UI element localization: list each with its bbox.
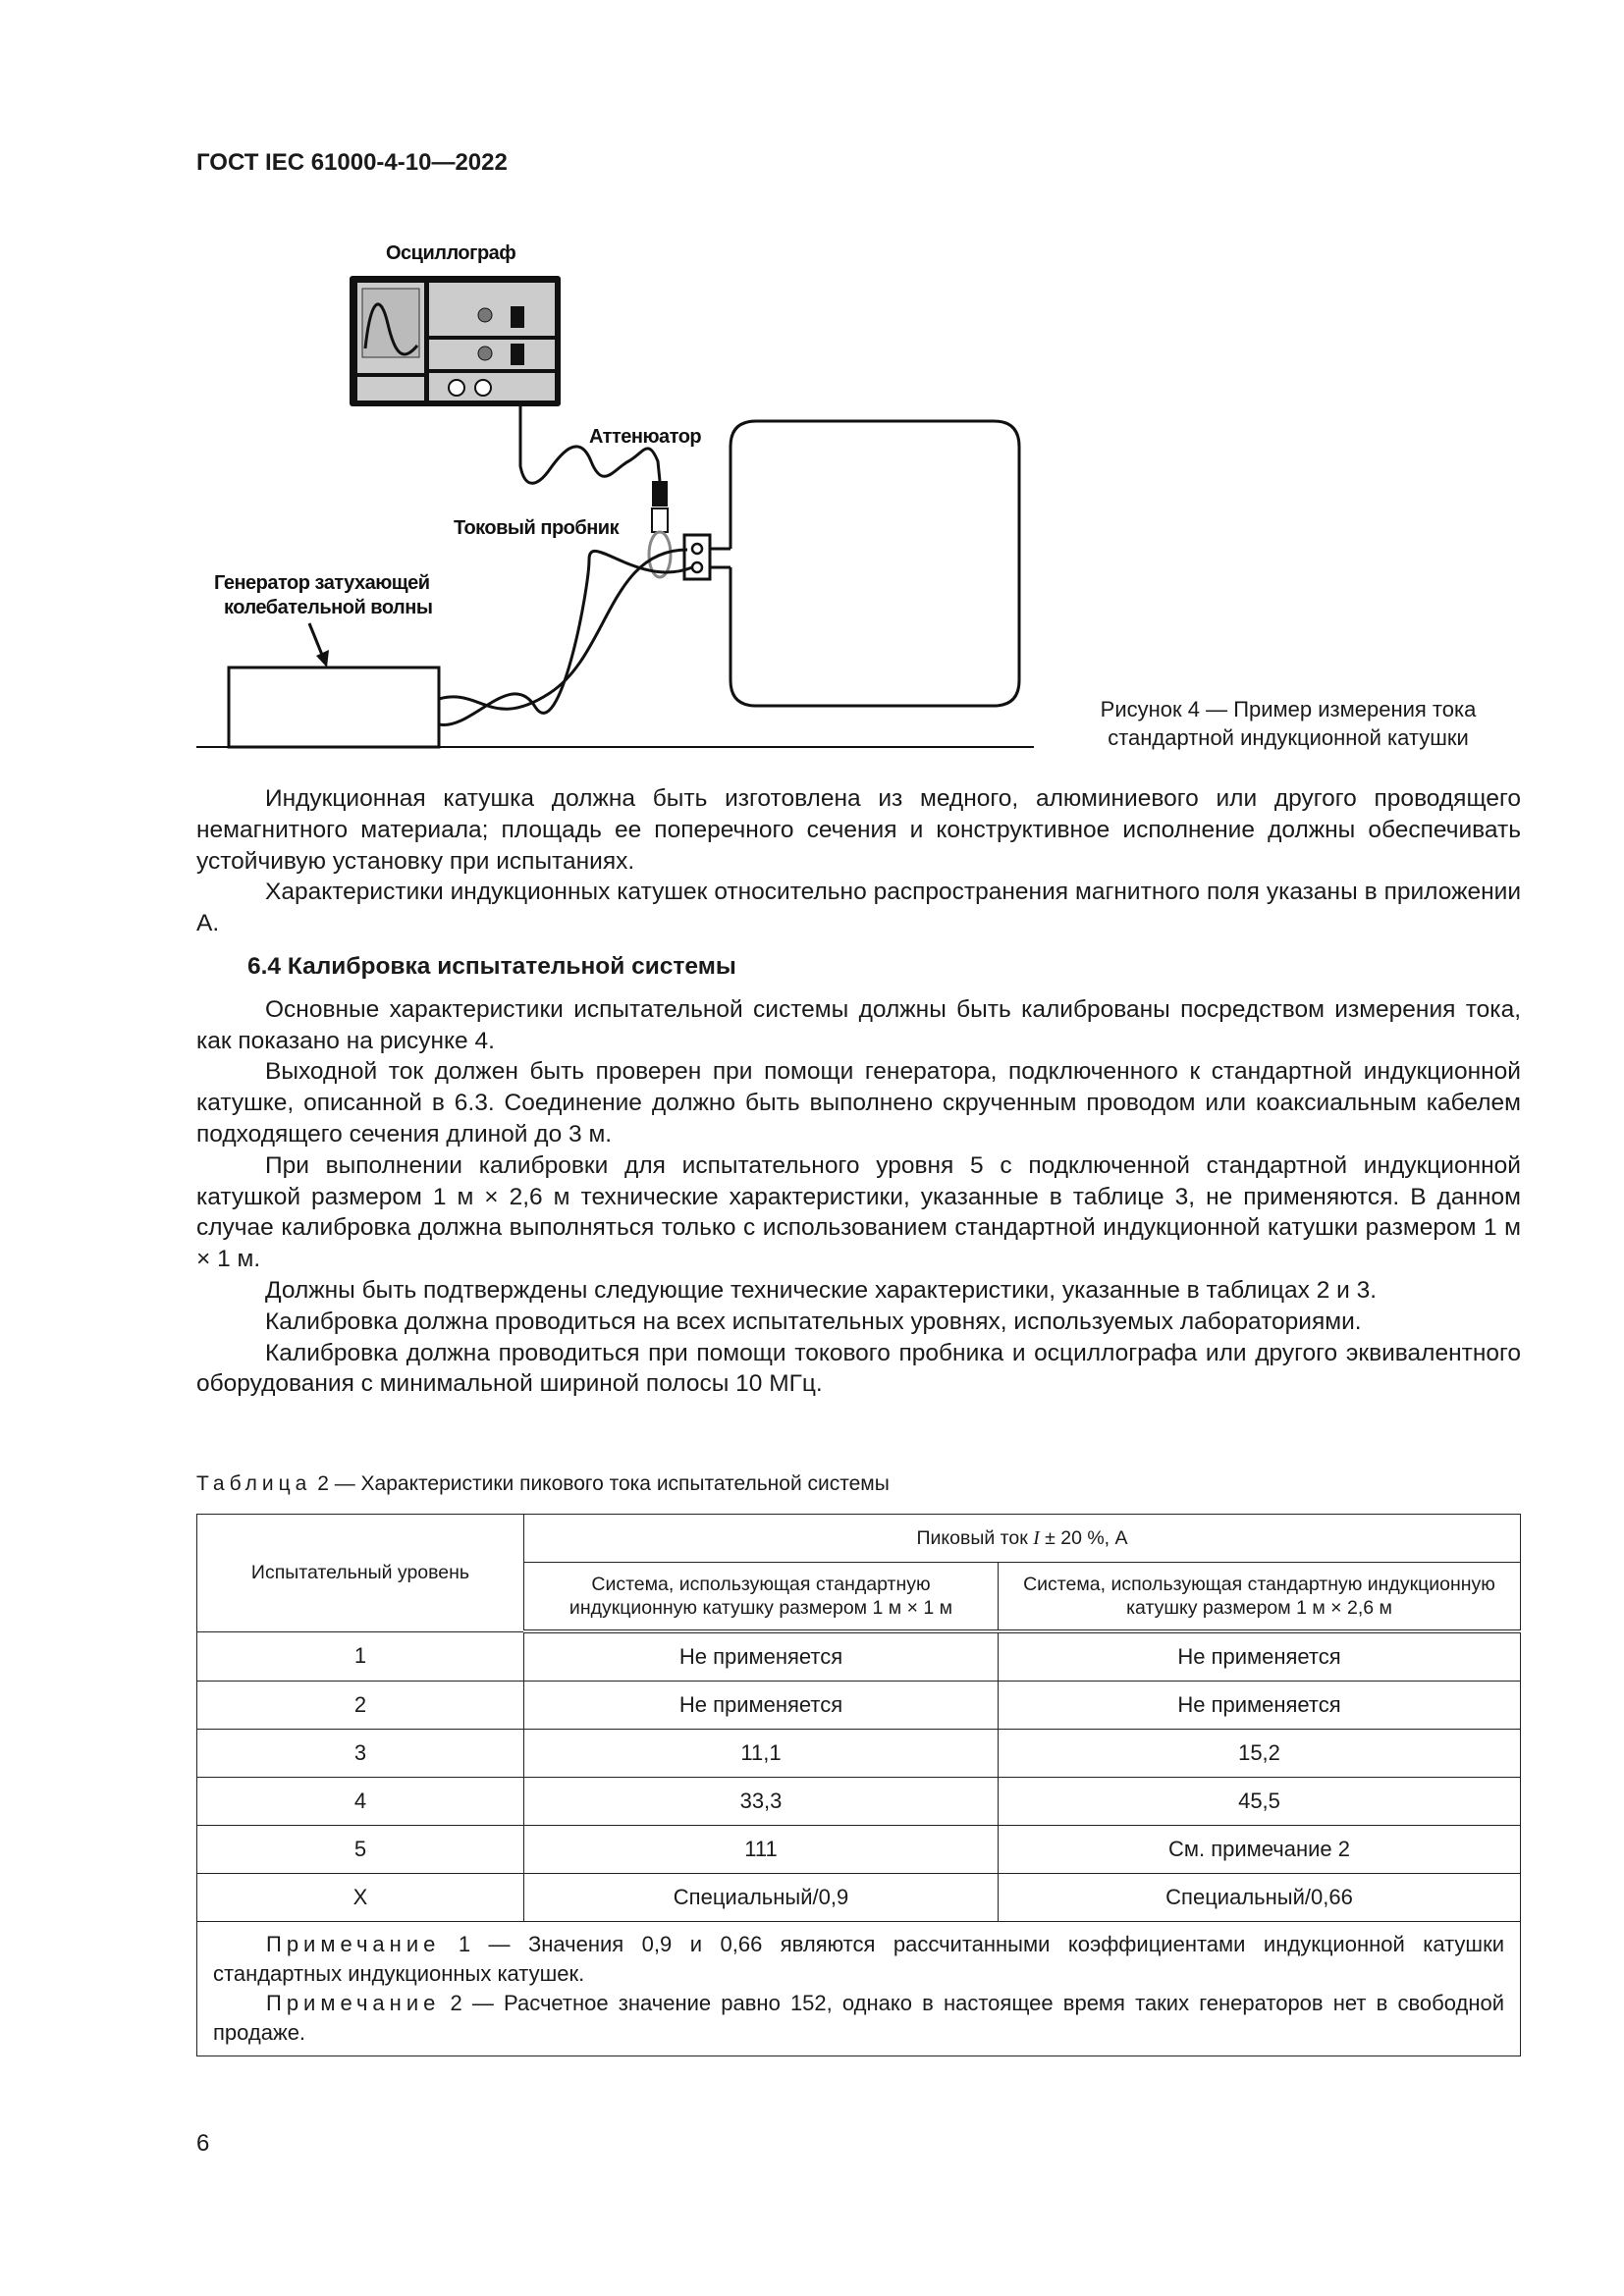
paragraph: Калибровка должна проводиться при помощи токового пробника и осциллографа или другого эквивалентного оборудования с минимальной шириной полосы 10 МГц. <box>196 1339 1521 1398</box>
attenuator-label: Аттенюатор <box>589 426 702 448</box>
header-peak-current: Пиковый ток I ± 20 %, А <box>524 1515 1521 1563</box>
table-cell: 4 <box>197 1778 524 1826</box>
paragraph: При выполнении калибровки для испытательного уровня 5 с подключенной стандартной индукционной катушкой размером 1 м × 2,6 м технические характеристики, указанные в таблице 3, не применяются. В данном случае калибровка должна выполняться только с использованием стандартной индукционной катушки размером 1 м × 1 м. <box>196 1151 1521 1273</box>
table-cell: Специальный/0,66 <box>999 1874 1521 1922</box>
table-row <box>197 1631 1521 1682</box>
table-cell: Не применяется <box>524 1631 999 1682</box>
table-cell: 5 <box>197 1826 524 1874</box>
paragraph: Выходной ток должен быть проверен при помощи генератора, подключенного к стандартной индукционной катушке, описанной в 6.3. Соединение должно быть выполнено скрученным проводом или коаксиальным кабелем подходящего сечения длиной до 3 м. <box>196 1058 1521 1148</box>
table-cell: Не применяется <box>999 1682 1521 1730</box>
peak-current-table <box>196 1514 1521 2056</box>
table-cell: 2 <box>197 1682 524 1730</box>
table-cell: Не применяется <box>524 1682 999 1730</box>
section-heading: 6.4 Калибровка испытательной системы <box>247 952 736 980</box>
note-1: Примечание 1 — Значения 0,9 и 0,66 являются рассчитанными коэффициентами индукционной катушки стандартных индукционных катушек. <box>213 1932 1504 1986</box>
table-caption-prefix: Таблица <box>196 1472 312 1495</box>
table-row <box>197 1730 1521 1778</box>
paragraph: Должны быть подтверждены следующие технические характеристики, указанные в таблицах 2 и 3. <box>265 1276 1378 1304</box>
header-system-1x1: Система, использующая стандартную индукционную катушку размером 1 м × 1 м <box>524 1563 999 1632</box>
generator-box <box>229 667 439 747</box>
table-cell: 3 <box>197 1730 524 1778</box>
table-cell: X <box>197 1874 524 1922</box>
table-row <box>197 1826 1521 1874</box>
table-row <box>197 1874 1521 1922</box>
figure-caption <box>1072 695 1504 752</box>
table-caption <box>196 1472 890 1496</box>
paragraph: Характеристики индукционных катушек относительно распространения магнитного поля указаны в приложении А. <box>196 879 1521 937</box>
note-2: Примечание 2 — Расчетное значение равно 152, однако в настоящее время таких генераторов нет в свободной продаже. <box>213 1991 1504 2045</box>
oscilloscope-icon <box>350 276 561 406</box>
table-cell: Не применяется <box>999 1631 1521 1682</box>
paragraph: Индукционная катушка должна быть изготовлена из медного, алюминиевого или другого проводящего немагнитного материала; площадь ее поперечного сечения и конструктивное исполнение должны обеспечивать устойчивую установку при испытаниях. <box>196 785 1521 875</box>
oscilloscope-label: Осциллограф <box>386 242 516 264</box>
table-cell: См. примечание 2 <box>999 1826 1521 1874</box>
paragraph: Калибровка должна проводиться на всех испытательных уровнях, используемых лабораториями. <box>265 1308 1362 1335</box>
document-header: ГОСТ IEC 61000-4-10—2022 <box>196 149 508 176</box>
current-probe-label: Токовый пробник <box>454 517 620 539</box>
induction-coil <box>731 421 1019 706</box>
caption-line: Рисунок 4 — Пример измерения тока <box>1100 697 1477 721</box>
table-caption-text: 2 — Характеристики пикового тока испытательной системы <box>317 1472 890 1495</box>
body-text <box>196 783 1521 1400</box>
table-row <box>197 1778 1521 1826</box>
header-system-1x2-6: Система, использующая стандартную индукционную катушку размером 1 м × 2,6 м <box>999 1563 1521 1632</box>
paragraph: Основные характеристики испытательной системы должны быть калиброваны посредством измерения тока, как показано на рисунке 4. <box>196 995 1521 1054</box>
attenuator-icon <box>652 481 668 507</box>
table-cell: Специальный/0,9 <box>524 1874 999 1922</box>
table-cell: 15,2 <box>999 1730 1521 1778</box>
page-number: 6 <box>196 2130 210 2157</box>
table-cell: 11,1 <box>524 1730 999 1778</box>
table-row <box>197 1682 1521 1730</box>
generator-label-line1: Генератор затухающей <box>214 572 430 594</box>
table-cell: 33,3 <box>524 1778 999 1826</box>
table-cell: 111 <box>524 1826 999 1874</box>
figure-4-diagram <box>0 0 1624 785</box>
table-cell: 1 <box>197 1631 524 1682</box>
table-cell: 45,5 <box>999 1778 1521 1826</box>
generator-label-line2: колебательной волны <box>224 597 433 618</box>
header-level: Испытательный уровень <box>197 1515 524 1632</box>
table-notes <box>197 1922 1521 2056</box>
caption-line: стандартной индукционной катушки <box>1108 725 1469 750</box>
